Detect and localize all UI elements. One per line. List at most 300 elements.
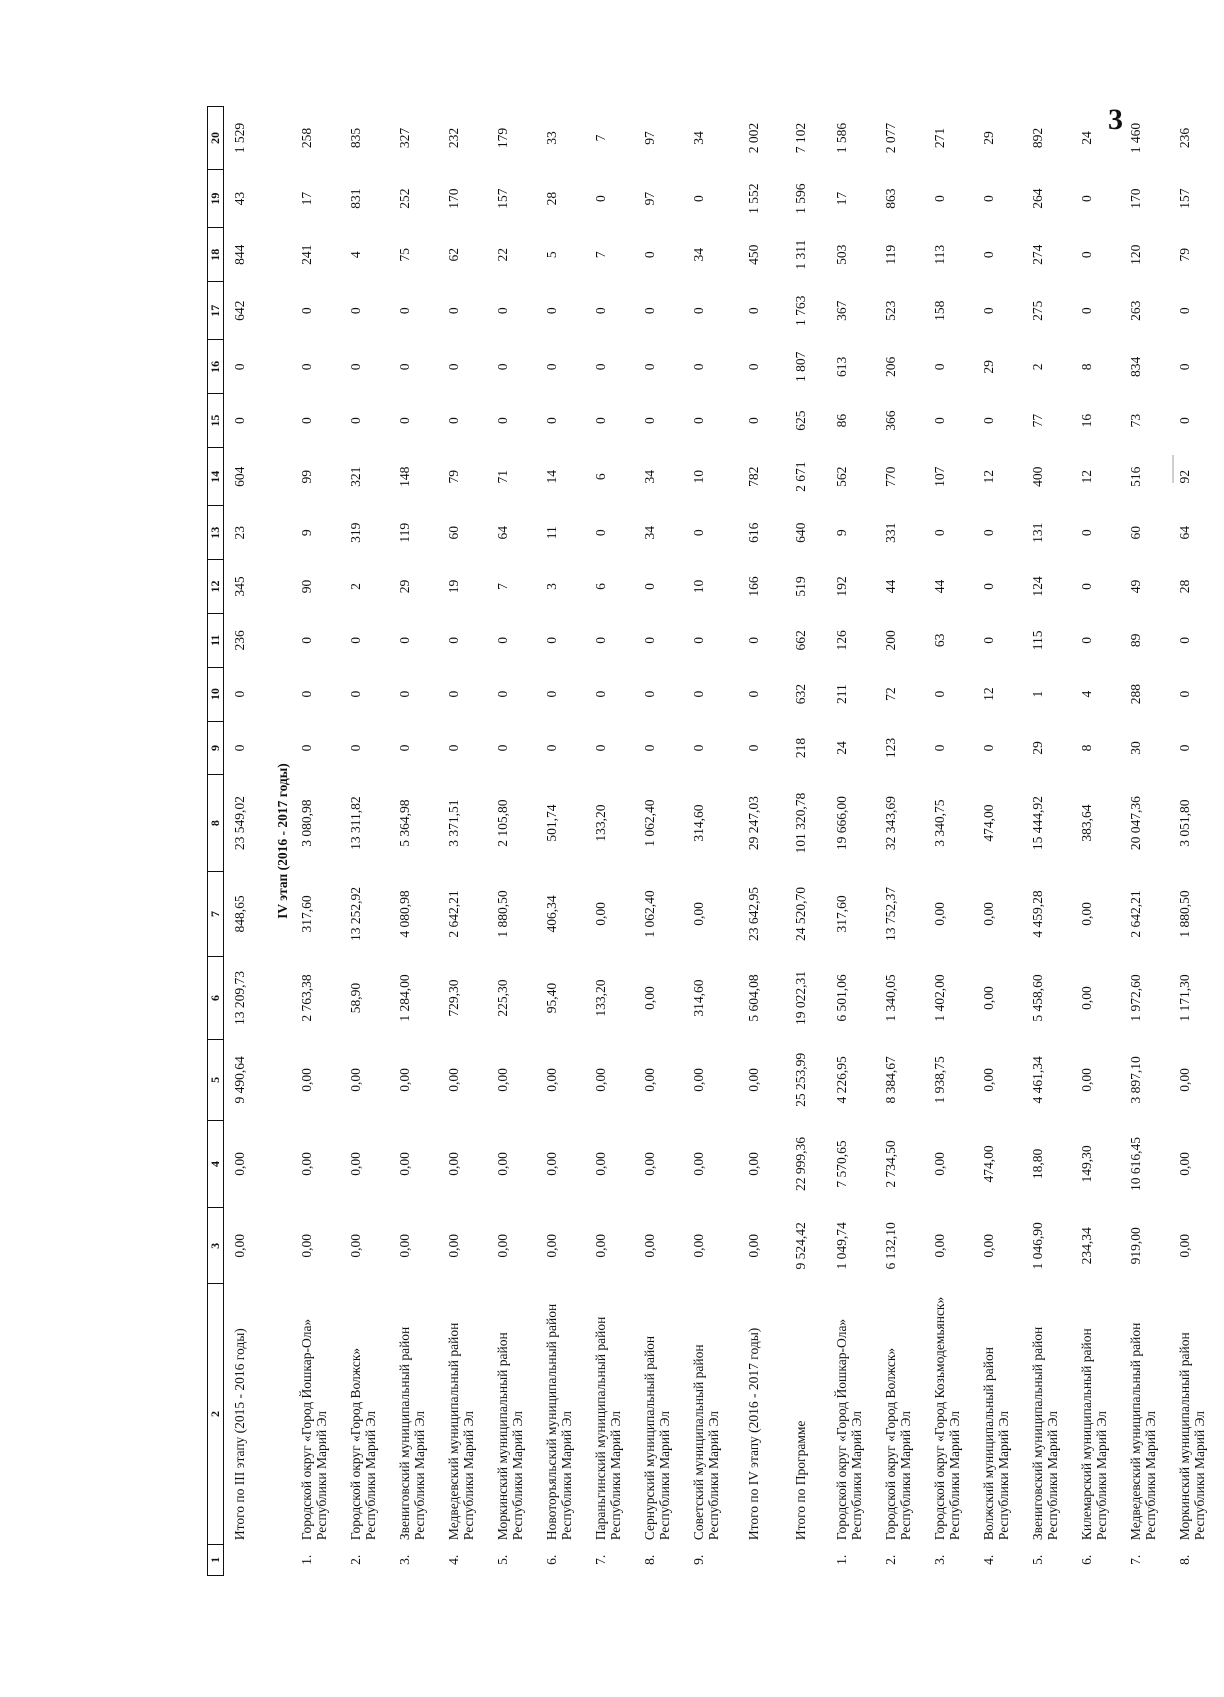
row-label: Звениговский муниципальный район Республики Марий Эл	[396, 1326, 427, 1541]
value-cell: 157	[1176, 188, 1192, 209]
value-cell: 0,00	[931, 1234, 947, 1258]
total-row	[224, 107, 271, 1576]
value-cell: 2 077	[882, 122, 898, 154]
value-cell: 25 253,99	[792, 1052, 808, 1107]
value-cell: 0	[298, 363, 314, 371]
value-cell: 0	[543, 744, 559, 752]
value-cell: 0	[298, 307, 314, 315]
value-cell: 0,00	[931, 902, 947, 926]
value-cell: 64	[1176, 525, 1192, 540]
value-cell: 206	[882, 356, 898, 377]
value-cell: 0,00	[980, 1234, 996, 1258]
value-cell: 4 226,95	[833, 1056, 849, 1104]
value-cell: 662	[792, 630, 808, 651]
value-cell: 7	[494, 583, 510, 590]
table-row	[1126, 107, 1175, 1576]
value-cell: 0,00	[745, 1234, 761, 1258]
value-cell: 604	[232, 466, 247, 487]
value-cell: 0	[592, 744, 608, 752]
value-cell: 24	[833, 741, 849, 755]
value-cell: 0	[1078, 307, 1094, 315]
value-cell: 179	[494, 127, 510, 149]
value-cell: 77	[1029, 413, 1045, 428]
value-cell: 2 642,21	[445, 890, 461, 938]
value-cell: 367	[833, 300, 849, 321]
value-cell: 0,00	[494, 1068, 510, 1092]
value-cell: 24	[1078, 131, 1094, 145]
value-cell: 0,00	[641, 1234, 657, 1258]
value-cell: 71	[494, 469, 510, 484]
value-cell: 0	[592, 307, 608, 315]
value-cell: 0	[445, 636, 461, 644]
value-cell: 0,00	[980, 902, 996, 926]
value-cell: 8	[1078, 744, 1094, 752]
value-cell: 0,00	[1078, 986, 1094, 1010]
value-cell: 0	[396, 307, 412, 315]
table-row	[881, 107, 930, 1576]
row-number	[785, 1544, 832, 1575]
value-cell: 0	[396, 744, 412, 752]
value-cell: 29	[1029, 741, 1045, 755]
value-cell: 616	[745, 522, 761, 543]
column-number-cell: 9	[208, 721, 224, 775]
value-cell: 314,60	[690, 804, 706, 842]
value-cell: 0	[980, 417, 996, 424]
value-cell: 11	[543, 526, 559, 540]
row-label: Городской округ «Город Волжск» Республики Марий Эл	[347, 1347, 378, 1541]
value-cell: 0	[641, 251, 657, 259]
value-cell: 474,00	[980, 1145, 996, 1183]
column-number-cell: 2	[208, 1284, 224, 1544]
value-cell: 835	[347, 127, 363, 149]
value-cell: 0	[494, 744, 510, 752]
value-cell: 2 642,21	[1127, 890, 1143, 938]
value-cell: 0,00	[543, 1234, 559, 1258]
value-cell: 99	[298, 469, 314, 484]
value-cell: 7 570,65	[833, 1140, 849, 1188]
value-cell: 0	[543, 636, 559, 644]
value-cell: 0	[1176, 307, 1192, 315]
column-number-cell: 5	[208, 1040, 224, 1121]
column-number-cell: 18	[208, 228, 224, 282]
value-cell: 20 047,36	[1127, 796, 1143, 851]
value-cell: 0	[445, 690, 461, 698]
value-cell: 0	[1176, 363, 1192, 371]
value-cell: 3 340,75	[931, 799, 947, 847]
value-cell: 0	[641, 417, 657, 424]
value-cell: 0	[396, 417, 412, 424]
value-cell: 0	[690, 636, 706, 644]
value-cell: 0	[980, 744, 996, 752]
value-cell: 97	[641, 131, 657, 145]
row-label: Итого по Программе	[792, 1420, 808, 1541]
value-cell: 23 549,02	[232, 796, 247, 851]
value-cell: 0	[641, 690, 657, 698]
row-number	[224, 1544, 271, 1575]
value-cell: 0	[298, 636, 314, 644]
value-cell: 1 402,00	[931, 974, 947, 1022]
value-cell: 12	[1078, 469, 1094, 484]
value-cell: 1 552	[745, 183, 761, 214]
value-cell: 0	[980, 251, 996, 259]
value-cell: 72	[882, 687, 898, 701]
value-cell: 241	[298, 244, 314, 265]
value-cell: 2 734,50	[882, 1140, 898, 1188]
value-cell: 133,20	[592, 979, 608, 1017]
value-cell: 133,20	[592, 804, 608, 842]
value-cell: 9	[298, 529, 314, 537]
value-cell: 3 371,51	[445, 799, 461, 847]
value-cell: 34	[690, 247, 706, 262]
row-label: Моркинский муниципальный район Республики Марий Эл	[494, 1332, 525, 1541]
value-cell: 0	[690, 307, 706, 315]
value-cell: 22 999,36	[792, 1136, 808, 1191]
value-cell: 49	[1127, 579, 1143, 594]
value-cell: 43	[232, 191, 247, 206]
value-cell: 0	[980, 636, 996, 644]
value-cell: 632	[792, 684, 808, 705]
value-cell: 0	[543, 417, 559, 424]
table-row	[444, 107, 493, 1576]
value-cell: 0,00	[980, 1068, 996, 1092]
value-cell: 0,00	[232, 1152, 247, 1176]
value-cell: 834	[1127, 356, 1143, 377]
value-cell: 474,00	[980, 804, 996, 842]
value-cell: 3 051,80	[1176, 799, 1192, 847]
row-number: 2.	[882, 1554, 898, 1565]
value-cell: 97	[641, 191, 657, 206]
value-cell: 0	[641, 307, 657, 315]
value-cell: 0	[396, 690, 412, 698]
value-cell: 33	[543, 131, 559, 145]
value-cell: 28	[1176, 579, 1192, 594]
value-cell: 0,00	[1176, 1152, 1192, 1176]
row-label: Итого по IV этапу (2016 - 2017 годы)	[745, 1327, 761, 1541]
table-row	[591, 107, 640, 1576]
value-cell: 450	[745, 244, 761, 265]
row-number: 6.	[543, 1554, 559, 1565]
value-cell: 831	[347, 188, 363, 209]
row-label: Городской округ «Город Йошкар-Ола» Республики Марий Эл	[298, 1318, 329, 1541]
value-cell: 0	[494, 417, 510, 424]
value-cell: 5 458,60	[1029, 974, 1045, 1022]
row-label: Звениговский муниципальный район Республики Марий Эл	[1029, 1326, 1060, 1541]
row-number: 3.	[931, 1554, 947, 1565]
section-heading-row	[271, 107, 297, 1576]
value-cell: 516	[1127, 466, 1143, 487]
value-cell: 0,00	[690, 1152, 706, 1176]
page-number: 3	[1108, 103, 1123, 136]
value-cell: 5 364,98	[396, 799, 412, 847]
value-cell: 18,80	[1029, 1148, 1045, 1180]
value-cell: 1 062,40	[641, 799, 657, 847]
table-row	[689, 107, 738, 1576]
value-cell: 7	[592, 134, 608, 142]
value-cell: 5	[543, 251, 559, 259]
value-cell: 236	[232, 630, 247, 651]
value-cell: 0	[641, 744, 657, 752]
value-cell: 23 642,95	[745, 886, 761, 941]
value-cell: 1 529	[232, 122, 247, 154]
value-cell: 131	[1029, 522, 1045, 543]
value-cell: 158	[931, 300, 947, 321]
value-cell: 0	[494, 636, 510, 644]
value-cell: 0	[232, 363, 247, 371]
value-cell: 0	[690, 529, 706, 537]
table-row	[395, 107, 444, 1576]
row-number: 7.	[1127, 1554, 1143, 1565]
value-cell: 75	[396, 247, 412, 262]
value-cell: 63	[931, 633, 947, 648]
value-cell: 0,00	[298, 1152, 314, 1176]
table-row	[640, 107, 689, 1576]
row-label: Параньгинский муниципальный район Республики Марий Эл	[592, 1316, 623, 1541]
value-cell: 10 616,45	[1127, 1136, 1143, 1191]
row-label: Медведевский муниципальный район Республики Марий Эл	[445, 1322, 476, 1541]
value-cell: 9	[833, 529, 849, 537]
value-cell: 0	[1078, 195, 1094, 203]
value-cell: 1 284,00	[396, 974, 412, 1022]
value-cell: 501,74	[543, 804, 559, 842]
value-cell: 0,00	[592, 1152, 608, 1176]
row-label: Килемарский муниципальный район Республики Марий Эл	[1078, 1328, 1109, 1541]
value-cell: 34	[641, 469, 657, 484]
value-cell: 0	[298, 690, 314, 698]
table-body	[224, 107, 1224, 1576]
value-cell: 0,00	[592, 1234, 608, 1258]
value-cell: 30	[1127, 741, 1143, 755]
value-cell: 44	[882, 579, 898, 594]
value-cell: 32 343,69	[882, 796, 898, 851]
value-cell: 2	[1029, 363, 1045, 371]
value-cell: 23	[232, 525, 247, 540]
value-cell: 0	[931, 744, 947, 752]
value-cell: 2 671	[792, 461, 808, 492]
value-cell: 12	[980, 469, 996, 484]
value-cell: 8 384,67	[882, 1056, 898, 1104]
row-number: 7.	[592, 1554, 608, 1565]
value-cell: 0	[347, 690, 363, 698]
value-cell: 317,60	[298, 895, 314, 933]
column-number-cell: 17	[208, 282, 224, 340]
row-number: 8.	[641, 1554, 657, 1565]
value-cell: 4 461,34	[1029, 1056, 1045, 1104]
value-cell: 192	[833, 576, 849, 597]
value-cell: 34	[690, 131, 706, 145]
value-cell: 28	[543, 191, 559, 206]
value-cell: 1 880,50	[494, 890, 510, 938]
value-cell: 73	[1127, 413, 1143, 428]
value-cell: 113	[931, 244, 947, 265]
value-cell: 15 444,92	[1029, 796, 1045, 851]
value-cell: 62	[445, 247, 461, 262]
value-cell: 0	[347, 744, 363, 752]
value-cell: 274	[1029, 244, 1045, 265]
value-cell: 9 490,64	[232, 1056, 247, 1104]
value-cell: 1 596	[792, 183, 808, 214]
value-cell: 60	[1127, 525, 1143, 540]
value-cell: 258	[298, 127, 314, 149]
value-cell: 95,40	[543, 982, 559, 1014]
value-cell: 0	[1078, 636, 1094, 644]
table-row	[542, 107, 591, 1576]
row-label: Сернурский муниципальный район Республики Марий Эл	[641, 1335, 672, 1541]
value-cell: 157	[494, 188, 510, 209]
value-cell: 1 046,90	[1029, 1222, 1045, 1270]
value-cell: 6	[592, 583, 608, 590]
value-cell: 0,00	[396, 1152, 412, 1176]
value-cell: 0	[931, 690, 947, 698]
value-cell: 0,00	[980, 986, 996, 1010]
value-cell: 562	[833, 466, 849, 487]
value-cell: 22	[494, 247, 510, 262]
value-cell: 17	[833, 191, 849, 206]
value-cell: 8	[1078, 363, 1094, 371]
value-cell: 252	[396, 188, 412, 209]
value-cell: 0	[745, 636, 761, 644]
value-cell: 0	[980, 583, 996, 590]
column-number-cell: 8	[208, 775, 224, 871]
value-cell: 0	[931, 529, 947, 537]
value-cell: 0,00	[641, 1068, 657, 1092]
value-cell: 0,00	[592, 1068, 608, 1092]
value-cell: 7	[592, 251, 608, 259]
value-cell: 0,00	[745, 1152, 761, 1176]
value-cell: 0	[1176, 690, 1192, 698]
value-cell: 7 102	[792, 122, 808, 154]
value-cell: 0	[592, 417, 608, 424]
value-cell: 19	[445, 579, 461, 594]
value-cell: 0	[1176, 636, 1192, 644]
value-cell: 0,00	[396, 1068, 412, 1092]
value-cell: 3 897,10	[1127, 1056, 1143, 1104]
value-cell: 0,00	[494, 1152, 510, 1176]
table-row	[832, 107, 881, 1576]
row-label: Советский муниципальный район Республики Марий Эл	[690, 1344, 721, 1541]
value-cell: 149,30	[1078, 1145, 1094, 1183]
value-cell: 0	[1078, 583, 1094, 590]
value-cell: 0,00	[641, 986, 657, 1010]
value-cell: 0,00	[298, 1234, 314, 1258]
table-row	[1028, 107, 1077, 1576]
value-cell: 13 209,73	[232, 971, 247, 1026]
value-cell: 126	[833, 630, 849, 651]
value-cell: 60	[445, 525, 461, 540]
value-cell: 0	[396, 636, 412, 644]
value-cell: 0	[641, 636, 657, 644]
value-cell: 2 105,80	[494, 799, 510, 847]
value-cell: 0,00	[232, 1234, 247, 1258]
column-number-cell: 10	[208, 667, 224, 721]
value-cell: 0	[592, 363, 608, 371]
value-cell: 892	[1029, 127, 1045, 149]
value-cell: 0	[745, 744, 761, 752]
total-row	[738, 107, 785, 1576]
value-cell: 5 604,08	[745, 974, 761, 1022]
value-cell: 0	[347, 636, 363, 644]
value-cell: 0	[232, 417, 247, 424]
column-number-cell: 15	[208, 394, 224, 448]
value-cell: 6 132,10	[882, 1222, 898, 1270]
value-cell: 263	[1127, 300, 1143, 321]
value-cell: 115	[1029, 630, 1045, 651]
value-cell: 29	[980, 360, 996, 374]
value-cell: 1 049,74	[833, 1222, 849, 1270]
value-cell: 0,00	[690, 902, 706, 926]
value-cell: 0	[445, 363, 461, 371]
value-cell: 0	[980, 529, 996, 537]
row-label: Медведевский муниципальный район Республики Марий Эл	[1127, 1322, 1158, 1541]
column-number-row	[208, 107, 224, 1576]
row-label: Городской округ «Город Йошкар-Ола» Республики Марий Эл	[833, 1318, 864, 1541]
value-cell: 503	[833, 244, 849, 265]
row-label: Итого по III этапу (2015 - 2016 годы)	[232, 1328, 247, 1541]
value-cell: 0	[445, 417, 461, 424]
value-cell: 101 320,78	[792, 792, 808, 854]
value-cell: 1 586	[833, 122, 849, 154]
value-cell: 19 022,31	[792, 971, 808, 1026]
value-cell: 782	[745, 466, 761, 487]
value-cell: 0	[592, 636, 608, 644]
value-cell: 2 763,38	[298, 974, 314, 1022]
value-cell: 29 247,03	[745, 796, 761, 851]
value-cell: 0	[745, 307, 761, 315]
column-number-cell: 12	[208, 560, 224, 614]
row-number: 6.	[1078, 1554, 1094, 1565]
program-table	[207, 106, 1224, 1576]
value-cell: 0,00	[1176, 1068, 1192, 1092]
value-cell: 4 080,98	[396, 890, 412, 938]
value-cell: 0	[232, 690, 247, 698]
value-cell: 0	[931, 417, 947, 424]
value-cell: 107	[931, 466, 947, 487]
value-cell: 0	[1078, 251, 1094, 259]
value-cell: 92	[1176, 469, 1192, 484]
value-cell: 3 080,98	[298, 799, 314, 847]
value-cell: 0,00	[1078, 1068, 1094, 1092]
value-cell: 2	[347, 583, 363, 590]
value-cell: 1 880,50	[1176, 890, 1192, 938]
value-cell: 170	[1127, 188, 1143, 209]
value-cell: 625	[792, 410, 808, 431]
value-cell: 0,00	[690, 1068, 706, 1092]
row-label: Моркинский муниципальный район Республики Марий Эл	[1176, 1332, 1207, 1541]
table-row	[493, 107, 542, 1576]
value-cell: 9 524,42	[792, 1222, 808, 1270]
row-label: Новоторъяльский муниципальный район Республики Марий Эл	[543, 1303, 574, 1541]
value-cell: 0	[445, 307, 461, 315]
value-cell: 0	[592, 529, 608, 537]
value-cell: 0	[494, 307, 510, 315]
value-cell: 844	[232, 244, 247, 265]
column-number-cell: 1	[208, 1544, 224, 1575]
row-number: 4.	[445, 1554, 461, 1565]
value-cell: 44	[931, 579, 947, 594]
value-cell: 0,00	[298, 1068, 314, 1092]
row-number: 2.	[347, 1554, 363, 1565]
value-cell: 200	[882, 630, 898, 651]
value-cell: 0,00	[445, 1068, 461, 1092]
value-cell: 6 501,06	[833, 974, 849, 1022]
value-cell: 345	[232, 576, 247, 597]
value-cell: 0,00	[592, 902, 608, 926]
value-cell: 0	[592, 195, 608, 203]
value-cell: 12	[980, 687, 996, 701]
row-number: 8.	[1176, 1554, 1192, 1565]
row-number: 5.	[1029, 1554, 1045, 1565]
value-cell: 120	[1127, 244, 1143, 265]
value-cell: 1 460	[1127, 122, 1143, 154]
